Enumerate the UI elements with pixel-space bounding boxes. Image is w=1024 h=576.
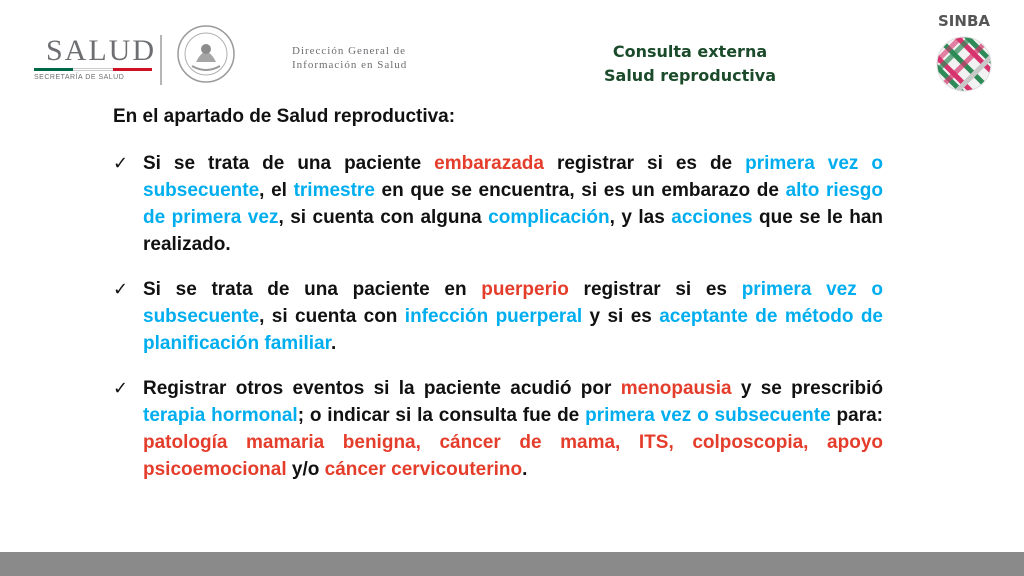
highlight-blue: terapia hormonal <box>143 405 298 426</box>
dgis-line-2: Información en Salud <box>292 59 408 71</box>
text: ; o indicar si la consulta fue de <box>297 405 586 426</box>
text: y si es <box>582 306 660 327</box>
text: . <box>522 459 528 480</box>
header-divider <box>160 35 162 85</box>
bullet-pregnancy <box>113 150 883 258</box>
intro-heading: En el apartado de Salud reproductiva: <box>113 106 456 127</box>
highlight-blue: acciones <box>671 207 753 228</box>
text: registrar si es de <box>543 153 746 174</box>
checkmark-icon: ✓ <box>113 153 129 173</box>
sinba-logo <box>926 12 1002 94</box>
bullet-other-events <box>113 375 883 483</box>
text: , y las <box>609 207 672 228</box>
text: y/o <box>286 459 325 480</box>
text: en que se encuentra, si es un embarazo de <box>374 180 786 201</box>
page-title <box>580 40 800 88</box>
salud-logo-word: SALUD <box>46 34 157 67</box>
footer-bar <box>0 552 1024 576</box>
checkmark-icon: ✓ <box>113 279 129 299</box>
highlight-red: puerperio <box>481 279 569 300</box>
text: registrar si es <box>568 279 742 300</box>
sinba-label: SINBA <box>938 12 990 30</box>
sinba-globe-icon <box>934 34 994 94</box>
text: Si se trata de una paciente <box>143 153 435 174</box>
salud-logo-subtitle: SECRETARÍA DE SALUD <box>34 74 125 81</box>
salud-logo-bar <box>34 68 152 71</box>
text: , si cuenta con <box>259 306 405 327</box>
dgis-logo <box>292 44 407 72</box>
text: y se prescribió <box>731 378 884 399</box>
text: Si se trata de una paciente en <box>143 279 482 300</box>
page-title-line-2: Salud reproductiva <box>604 66 776 85</box>
highlight-blue: primera vez o subsecuente <box>143 153 883 201</box>
bullet-list <box>113 150 883 501</box>
dgis-line-1: Dirección General de <box>292 45 407 57</box>
page-title-line-1: Consulta externa <box>612 42 768 61</box>
highlight-blue: primera vez o subsecuente <box>143 279 883 327</box>
highlight-blue: alto riesgo de primera vez <box>143 180 884 228</box>
text: para: <box>830 405 883 426</box>
text: , si cuenta con alguna <box>278 207 489 228</box>
highlight-blue: infección puerperal <box>404 306 583 327</box>
highlight-red: patología mamaria benigna, cáncer de mama, ITS, colposcopia, apoyo psicoemocional <box>143 432 883 480</box>
salud-logo <box>30 30 160 85</box>
checkmark-icon: ✓ <box>113 378 129 398</box>
highlight-red: cáncer cervicouterino <box>324 459 523 480</box>
mexico-seal-icon <box>176 24 236 84</box>
highlight-blue: trimestre <box>293 180 375 201</box>
text: que se le han realizado. <box>143 207 883 255</box>
text: , el <box>259 180 294 201</box>
bullet-puerperium <box>113 276 883 357</box>
highlight-blue: primera vez o subsecuente <box>585 405 831 426</box>
highlight-red: embarazada <box>434 153 544 174</box>
highlight-red: menopausia <box>620 378 732 399</box>
highlight-blue: aceptante de método de planificación familiar <box>143 306 883 354</box>
text: . <box>330 333 337 354</box>
highlight-blue: complicación <box>488 207 610 228</box>
text: Registrar otros eventos si la paciente acudió por <box>143 378 621 399</box>
